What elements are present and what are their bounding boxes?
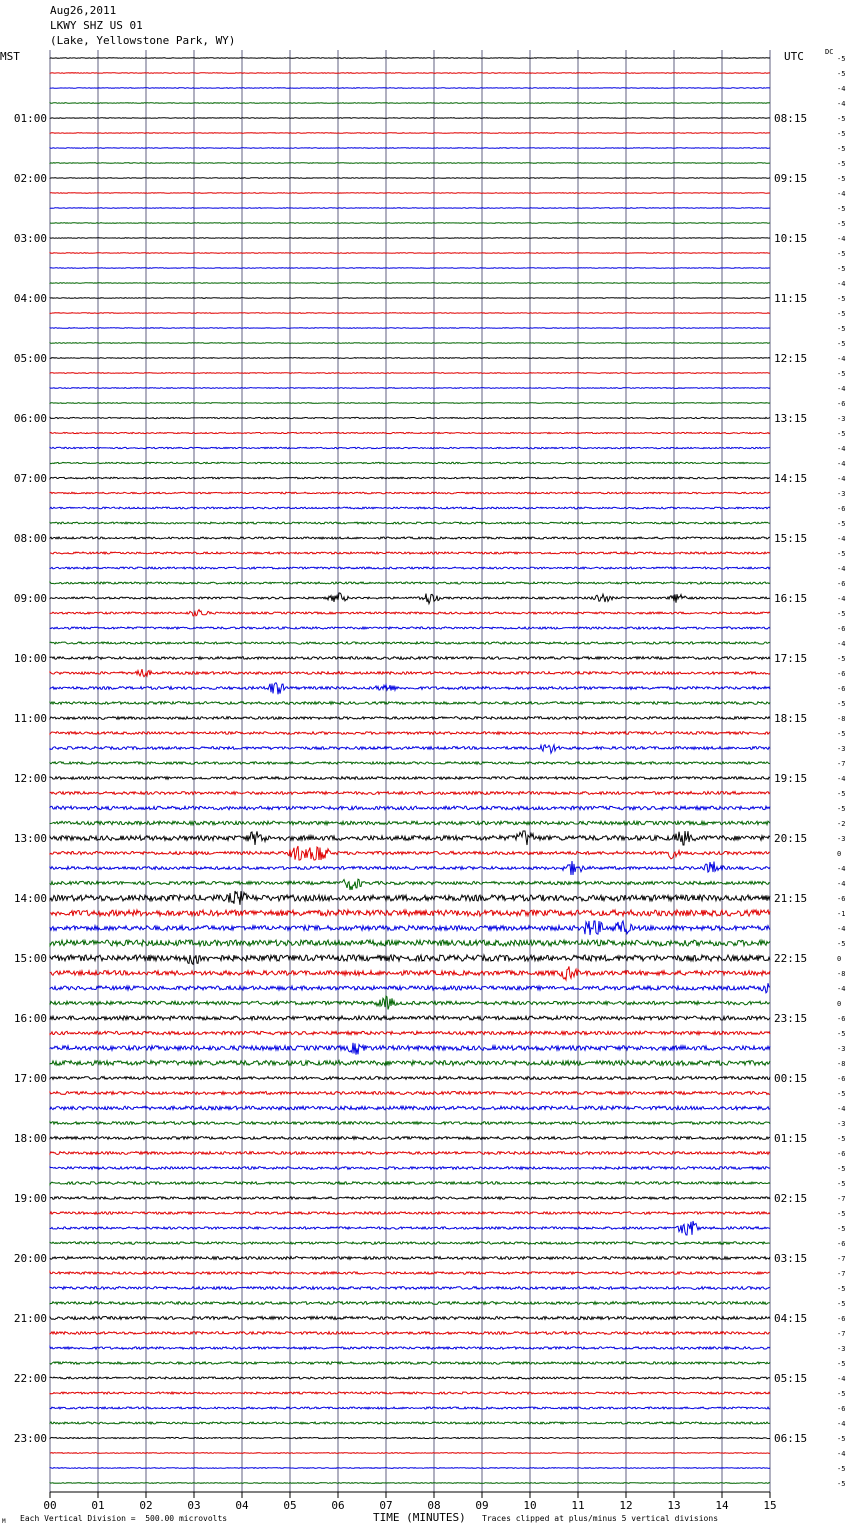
dc-offset-label: -4: [837, 385, 846, 393]
left-hour-label: 06:00: [13, 412, 47, 425]
dc-offset-label: -4: [837, 280, 846, 288]
trace-row-94: [50, 1468, 770, 1469]
trace-row-59: [50, 940, 770, 946]
trace-row-20: [50, 358, 770, 359]
dc-offset-label: -7: [837, 1195, 846, 1203]
left-hour-label: 11:00: [13, 712, 47, 725]
dc-offset-label: -5: [837, 1135, 846, 1143]
left-timezone-label: MST: [0, 50, 20, 63]
trace-row-37: [50, 610, 770, 616]
trace-row-48: [50, 777, 770, 780]
dc-offset-label: -4: [837, 775, 846, 783]
trace-row-41: [50, 669, 770, 677]
left-hour-label: 13:00: [13, 832, 47, 845]
dc-offset-label: -4: [837, 880, 846, 888]
dc-offset-label: -5: [837, 550, 846, 558]
trace-row-18: [50, 328, 770, 329]
trace-row-90: [50, 1407, 770, 1409]
trace-row-9: [50, 193, 770, 194]
trace-row-66: [50, 1043, 770, 1055]
trace-row-51: [50, 821, 770, 825]
trace-row-83: [50, 1302, 770, 1305]
dc-offset-label: -5: [837, 55, 846, 63]
dc-offset-label: -4: [837, 1105, 846, 1113]
dc-offset-label: -4: [837, 445, 846, 453]
dc-offset-label: -5: [837, 205, 846, 213]
trace-row-27: [50, 462, 770, 463]
trace-row-25: [50, 432, 770, 433]
trace-row-14: [50, 268, 770, 269]
dc-label: DC: [825, 48, 834, 56]
trace-row-2: [50, 88, 770, 89]
dc-offset-label: -5: [837, 1465, 846, 1473]
dc-offset-label: -6: [837, 1405, 846, 1413]
dc-offset-label: -6: [837, 505, 846, 513]
right-hour-label: 03:15: [774, 1252, 808, 1265]
trace-row-54: [50, 861, 770, 875]
trace-row-76: [50, 1197, 770, 1199]
dc-offset-label: -5: [837, 1030, 846, 1038]
dc-offset-label: -3: [837, 835, 846, 843]
dc-offset-label: -4: [837, 100, 846, 108]
dc-offset-label: -6: [837, 400, 846, 408]
trace-row-47: [50, 762, 770, 764]
trace-row-49: [50, 792, 770, 795]
trace-row-85: [50, 1332, 770, 1335]
dc-offset-label: -5: [837, 1285, 846, 1293]
dc-offset-label: -4: [837, 85, 846, 93]
trace-row-4: [50, 118, 770, 119]
trace-row-31: [50, 522, 770, 524]
dc-offset-label: -4: [837, 355, 846, 363]
left-hour-label: 16:00: [13, 1012, 47, 1025]
trace-row-34: [50, 567, 770, 569]
dc-offset-label: -4: [837, 1375, 846, 1383]
left-hour-label: 18:00: [13, 1132, 47, 1145]
dc-offset-label: -5: [837, 130, 846, 138]
trace-row-68: [50, 1077, 770, 1080]
left-hour-label: 23:00: [13, 1432, 47, 1445]
trace-row-65: [50, 1031, 770, 1034]
trace-row-88: [50, 1377, 770, 1379]
header-station: LKWY SHZ US 01: [50, 19, 143, 32]
dc-offset-label: -5: [837, 220, 846, 228]
trace-row-8: [50, 178, 770, 179]
trace-row-77: [50, 1212, 770, 1214]
trace-row-78: [50, 1221, 770, 1235]
trace-row-22: [50, 388, 770, 389]
corner-mark: M: [2, 1518, 6, 1525]
trace-row-7: [50, 163, 770, 164]
dc-offset-label: -4: [837, 865, 846, 873]
trace-row-26: [50, 447, 770, 448]
right-hour-label: 16:15: [774, 592, 808, 605]
x-tick-label: 12: [619, 1499, 633, 1512]
header-location: (Lake, Yellowstone Park, WY): [50, 34, 236, 47]
dc-offset-label: -3: [837, 1120, 846, 1128]
dc-offset-label: -5: [837, 1435, 846, 1443]
trace-row-33: [50, 552, 770, 554]
dc-offset-label: -4: [837, 475, 846, 483]
right-hour-label: 19:15: [774, 772, 808, 785]
dc-offset-label: -4: [837, 460, 846, 468]
left-hour-label: 07:00: [13, 472, 47, 485]
left-hour-label: 22:00: [13, 1372, 47, 1385]
x-tick-label: 15: [763, 1499, 777, 1512]
trace-row-57: [50, 910, 770, 916]
right-hour-label: 21:15: [774, 892, 808, 905]
left-hour-label: 03:00: [13, 232, 47, 245]
left-hour-label: 20:00: [13, 1252, 47, 1265]
trace-row-63: [50, 996, 770, 1010]
right-hour-label: 18:15: [774, 712, 808, 725]
dc-offset-label: -6: [837, 1075, 846, 1083]
trace-row-39: [50, 642, 770, 644]
dc-offset-label: -4: [837, 1420, 846, 1428]
trace-row-53: [50, 846, 770, 860]
trace-row-67: [50, 1061, 770, 1066]
x-tick-label: 01: [91, 1499, 105, 1512]
trace-row-35: [50, 582, 770, 584]
dc-offset-label: -5: [837, 115, 846, 123]
dc-offset-label: -4: [837, 565, 846, 573]
trace-row-12: [50, 238, 770, 239]
dc-offset-label: -2: [837, 820, 846, 828]
right-hour-label: 09:15: [774, 172, 808, 185]
trace-row-42: [50, 683, 770, 695]
dc-offset-label: -5: [837, 790, 846, 798]
left-hour-label: 10:00: [13, 652, 47, 665]
trace-row-87: [50, 1362, 770, 1364]
trace-row-29: [50, 492, 770, 494]
dc-offset-label: -7: [837, 1330, 846, 1338]
dc-offset-label: 0: [837, 850, 842, 858]
dc-offset-label: -5: [837, 1390, 846, 1398]
trace-row-92: [50, 1437, 770, 1438]
x-tick-label: 11: [571, 1499, 585, 1512]
trace-row-50: [50, 806, 770, 810]
dc-offset-label: 0: [837, 955, 842, 963]
trace-row-46: [50, 745, 770, 753]
header-date: Aug26,2011: [50, 4, 117, 17]
x-tick-label: 13: [667, 1499, 681, 1512]
x-tick-label: 08: [427, 1499, 441, 1512]
right-hour-label: 01:15: [774, 1132, 808, 1145]
trace-row-60: [50, 955, 770, 964]
left-hour-label: 12:00: [13, 772, 47, 785]
dc-offset-label: -5: [837, 940, 846, 948]
right-hour-label: 06:15: [774, 1432, 808, 1445]
right-timezone-label: UTC: [784, 50, 804, 63]
dc-offset-label: -5: [837, 145, 846, 153]
trace-row-38: [50, 627, 770, 629]
dc-offset-label: -8: [837, 970, 846, 978]
dc-offset-label: -5: [837, 655, 846, 663]
dc-offset-label: -8: [837, 715, 846, 723]
dc-offset-label: -5: [837, 700, 846, 708]
dc-offset-label: -3: [837, 490, 846, 498]
dc-offset-label: -1: [837, 910, 846, 918]
trace-row-95: [50, 1483, 770, 1484]
trace-row-21: [50, 373, 770, 374]
trace-row-1: [50, 73, 770, 74]
trace-row-75: [50, 1182, 770, 1185]
right-hour-label: 11:15: [774, 292, 808, 305]
trace-row-19: [50, 343, 770, 344]
right-hour-label: 00:15: [774, 1072, 808, 1085]
right-hour-label: 05:15: [774, 1372, 808, 1385]
right-hour-label: 02:15: [774, 1192, 808, 1205]
trace-row-23: [50, 403, 770, 404]
trace-row-58: [50, 921, 770, 935]
dc-offset-label: -5: [837, 730, 846, 738]
dc-offset-label: -7: [837, 1255, 846, 1263]
left-hour-label: 01:00: [13, 112, 47, 125]
dc-offset-label: -5: [837, 370, 846, 378]
left-hour-label: 04:00: [13, 292, 47, 305]
dc-offset-label: -3: [837, 1345, 846, 1353]
scale-note: Each Vertical Division = 500.00 microvolts: [20, 1514, 228, 1523]
trace-row-32: [50, 537, 770, 539]
dc-offset-label: -5: [837, 610, 846, 618]
trace-row-43: [50, 702, 770, 705]
x-tick-label: 00: [43, 1499, 57, 1512]
trace-row-86: [50, 1347, 770, 1349]
trace-row-52: [50, 831, 770, 845]
left-hour-label: 21:00: [13, 1312, 47, 1325]
dc-offset-label: -5: [837, 1210, 846, 1218]
trace-row-84: [50, 1317, 770, 1320]
right-hour-label: 04:15: [774, 1312, 808, 1325]
dc-offset-label: -5: [837, 1300, 846, 1308]
dc-offset-label: -5: [837, 430, 846, 438]
trace-row-44: [50, 717, 770, 720]
left-hour-label: 02:00: [13, 172, 47, 185]
dc-offset-label: -5: [837, 250, 846, 258]
dc-offset-label: -5: [837, 70, 846, 78]
trace-row-55: [50, 879, 770, 890]
trace-row-69: [50, 1092, 770, 1095]
trace-row-91: [50, 1422, 770, 1424]
dc-offset-label: -6: [837, 685, 846, 693]
trace-row-72: [50, 1137, 770, 1140]
dc-offset-label: -4: [837, 640, 846, 648]
left-hour-label: 09:00: [13, 592, 47, 605]
trace-row-73: [50, 1152, 770, 1155]
x-tick-label: 03: [187, 1499, 201, 1512]
left-hour-label: 15:00: [13, 952, 47, 965]
dc-offset-label: -5: [837, 295, 846, 303]
left-hour-label: 14:00: [13, 892, 47, 905]
dc-offset-label: -6: [837, 1015, 846, 1023]
right-hour-label: 12:15: [774, 352, 808, 365]
right-hour-label: 10:15: [774, 232, 808, 245]
right-hour-label: 08:15: [774, 112, 808, 125]
x-tick-label: 04: [235, 1499, 249, 1512]
trace-row-82: [50, 1287, 770, 1290]
dc-offset-label: -5: [837, 1165, 846, 1173]
x-tick-label: 05: [283, 1499, 297, 1512]
x-tick-label: 09: [475, 1499, 489, 1512]
right-hour-label: 13:15: [774, 412, 808, 425]
dc-offset-label: -5: [837, 1480, 846, 1488]
trace-row-5: [50, 133, 770, 134]
dc-offset-label: -6: [837, 1315, 846, 1323]
dc-offset-label: -5: [837, 175, 846, 183]
dc-offset-label: -6: [837, 625, 846, 633]
trace-row-24: [50, 417, 770, 418]
trace-row-56: [50, 891, 770, 905]
dc-offset-label: -5: [837, 805, 846, 813]
dc-offset-label: -6: [837, 895, 846, 903]
dc-offset-label: -4: [837, 235, 846, 243]
trace-row-80: [50, 1257, 770, 1260]
dc-offset-label: -5: [837, 310, 846, 318]
trace-row-3: [50, 103, 770, 104]
dc-offset-label: -8: [837, 1060, 846, 1068]
clip-note: Traces clipped at plus/minus 5 vertical divisions: [482, 1514, 719, 1523]
dc-offset-label: -5: [837, 160, 846, 168]
dc-offset-label: -6: [837, 1240, 846, 1248]
trace-row-62: [50, 983, 770, 993]
trace-row-10: [50, 208, 770, 209]
dc-offset-label: -4: [837, 595, 846, 603]
trace-row-71: [50, 1122, 770, 1125]
dc-offset-label: -5: [837, 1090, 846, 1098]
left-hour-label: 08:00: [13, 532, 47, 545]
dc-offset-label: -7: [837, 1270, 846, 1278]
right-hour-label: 14:15: [774, 472, 808, 485]
trace-row-15: [50, 283, 770, 284]
x-tick-label: 10: [523, 1499, 537, 1512]
dc-offset-label: -6: [837, 580, 846, 588]
x-tick-label: 02: [139, 1499, 153, 1512]
trace-row-36: [50, 593, 770, 604]
trace-row-61: [50, 966, 770, 980]
trace-row-0: [50, 58, 770, 59]
trace-row-13: [50, 253, 770, 254]
trace-row-74: [50, 1167, 770, 1170]
dc-offset-label: -4: [837, 1450, 846, 1458]
right-hour-label: 15:15: [774, 532, 808, 545]
left-hour-label: 17:00: [13, 1072, 47, 1085]
dc-offset-label: -6: [837, 670, 846, 678]
x-axis-title: TIME (MINUTES): [373, 1511, 466, 1524]
dc-offset-label: -4: [837, 985, 846, 993]
trace-row-17: [50, 313, 770, 314]
dc-offset-label: -6: [837, 1150, 846, 1158]
dc-offset-label: -5: [837, 1225, 846, 1233]
x-tick-label: 14: [715, 1499, 729, 1512]
dc-offset-label: -3: [837, 415, 846, 423]
trace-row-45: [50, 732, 770, 735]
trace-row-64: [50, 1016, 770, 1020]
dc-offset-label: -5: [837, 325, 846, 333]
trace-row-6: [50, 148, 770, 149]
trace-row-11: [50, 223, 770, 224]
trace-row-93: [50, 1453, 770, 1454]
trace-row-30: [50, 507, 770, 509]
dc-offset-label: -5: [837, 1360, 846, 1368]
left-hour-label: 19:00: [13, 1192, 47, 1205]
right-hour-label: 22:15: [774, 952, 808, 965]
dc-offset-label: -4: [837, 535, 846, 543]
right-hour-label: 17:15: [774, 652, 808, 665]
dc-offset-label: -5: [837, 340, 846, 348]
right-hour-label: 23:15: [774, 1012, 808, 1025]
dc-offset-label: -7: [837, 760, 846, 768]
dc-offset-label: -5: [837, 1180, 846, 1188]
dc-offset-label: -3: [837, 745, 846, 753]
trace-row-28: [50, 477, 770, 479]
trace-row-81: [50, 1272, 770, 1274]
trace-row-16: [50, 298, 770, 299]
x-tick-label: 06: [331, 1499, 345, 1512]
dc-offset-label: 0: [837, 1000, 842, 1008]
dc-offset-label: -4: [837, 925, 846, 933]
dc-offset-label: -5: [837, 520, 846, 528]
left-hour-label: 05:00: [13, 352, 47, 365]
trace-row-89: [50, 1392, 770, 1394]
right-hour-label: 20:15: [774, 832, 808, 845]
x-tick-label: 07: [379, 1499, 393, 1512]
trace-row-40: [50, 657, 770, 660]
dc-offset-label: -3: [837, 1045, 846, 1053]
dc-offset-label: -5: [837, 265, 846, 273]
trace-row-70: [50, 1106, 770, 1110]
trace-row-79: [50, 1242, 770, 1244]
dc-offset-label: -4: [837, 190, 846, 198]
